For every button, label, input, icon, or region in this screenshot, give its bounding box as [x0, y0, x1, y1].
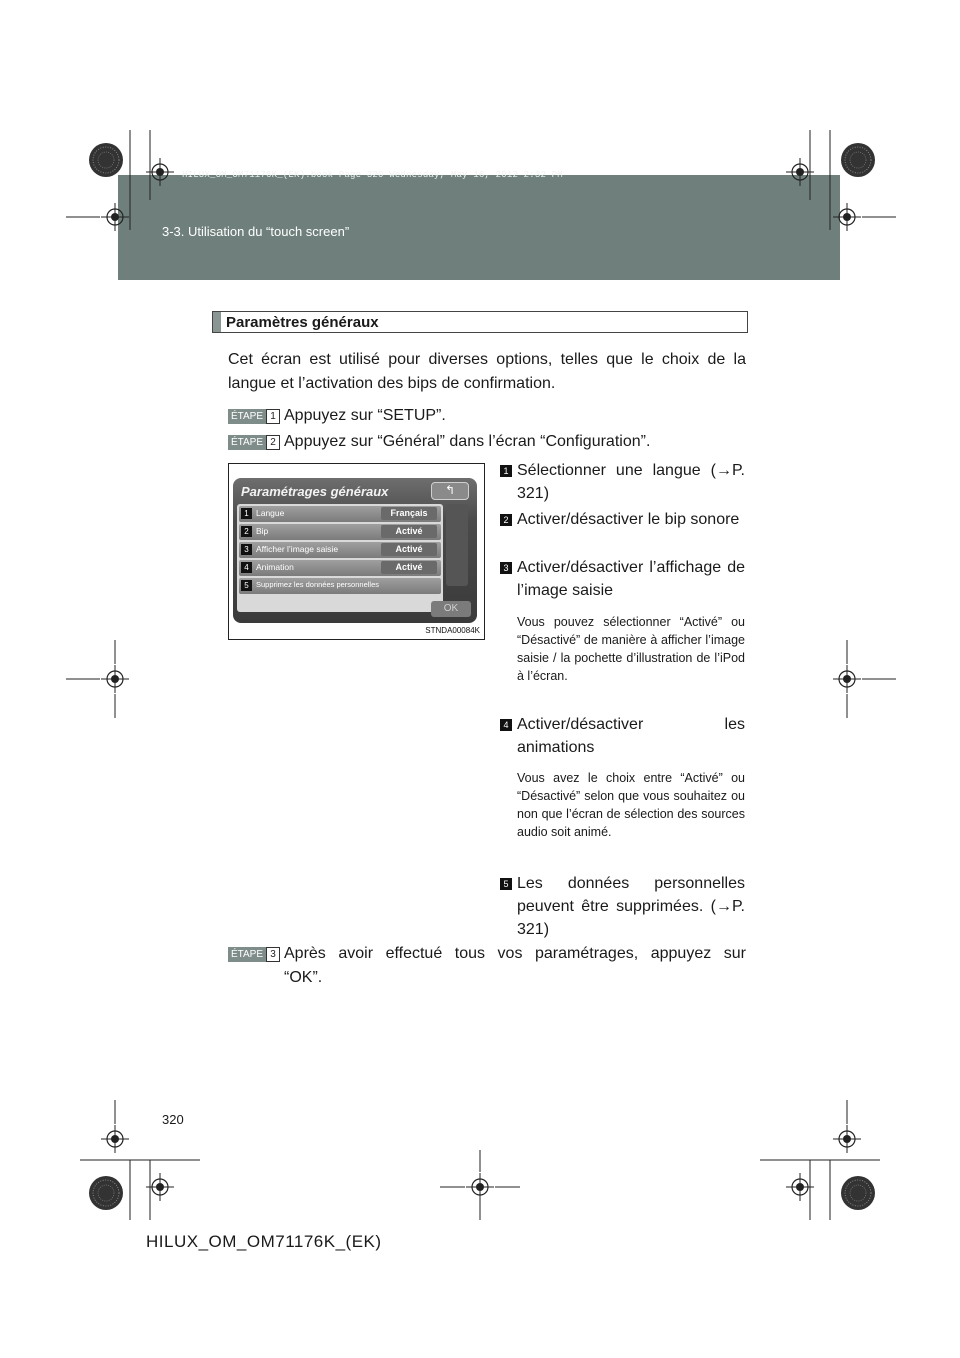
- ok-button[interactable]: OK: [431, 601, 471, 617]
- step-2-text: Appuyez sur “Général” dans l’écran “Configuration”.: [284, 433, 651, 450]
- touch-screen-mock: [233, 478, 477, 623]
- item-3-marker: 3: [500, 562, 512, 574]
- step-2-badge: [228, 435, 280, 450]
- step-badge-number: 3: [266, 947, 280, 962]
- scroll-track[interactable]: [446, 504, 468, 586]
- step-1-text: Appuyez sur “SETUP”.: [284, 407, 446, 424]
- step-badge-word: ÉTAPE: [228, 409, 266, 424]
- item-2-text: Activer/désactiver le bip sonore: [517, 511, 740, 528]
- section-title-text: Paramètres généraux: [226, 314, 379, 331]
- row-value: Français: [381, 507, 437, 520]
- setting-row-animation[interactable]: [239, 560, 441, 576]
- page-number: 320: [162, 1112, 184, 1127]
- section-title: [212, 311, 748, 333]
- intro-paragraph: Cet écran est utilisé pour diverses options, telles que le choix de la langue et l’activation des bips de confirmation.: [228, 351, 746, 392]
- item-3-text: Activer/désactiver l’affichage de l’image saisie: [517, 559, 745, 599]
- file-info: HILUX_OM_OM71176K_(EK).book Page 320 Wednesday, May 16, 2012 2:32 PM: [182, 170, 563, 180]
- row-number: 5: [241, 580, 252, 591]
- setting-row-langue[interactable]: [239, 506, 441, 522]
- row-value: Activé: [381, 561, 437, 574]
- row-label: Afficher l’image saisie: [256, 544, 339, 554]
- screen-title: Paramétrages généraux: [241, 484, 389, 499]
- item-5-text: Les données personnelles peuvent être supprimées. (→P. 321): [517, 875, 745, 938]
- row-value: Activé: [381, 543, 437, 556]
- breadcrumb: 3-3. Utilisation du “touch screen”: [162, 224, 350, 239]
- item-1-marker: 1: [500, 465, 512, 477]
- step-badge-word: ÉTAPE: [228, 947, 266, 962]
- screen-figure: [228, 463, 485, 640]
- setting-row-supprimer-donnees[interactable]: [239, 578, 441, 594]
- section-title-bar: [213, 312, 221, 332]
- row-number: 3: [241, 544, 252, 555]
- item-2-marker: 2: [500, 514, 512, 526]
- document-code: HILUX_OM_OM71176K_(EK): [146, 1232, 382, 1251]
- setting-row-afficher-image[interactable]: [239, 542, 441, 558]
- row-number: 1: [241, 508, 252, 519]
- figure-code: STNDA00084K: [425, 626, 480, 635]
- step-3-text-line2: “OK”.: [284, 969, 323, 986]
- row-value: Activé: [381, 525, 437, 538]
- setting-row-bip[interactable]: [239, 524, 441, 540]
- step-3-badge: [228, 947, 280, 962]
- item-4-text: Activer/désactiver les animations: [517, 716, 745, 756]
- item-4-note: Vous avez le choix entre “Activé” ou “Désactivé” selon que vous souhaitez ou non que l’écran de sélection des sources audio soit animé.: [517, 771, 745, 839]
- step-badge-number: 2: [266, 435, 280, 450]
- row-number: 2: [241, 526, 252, 537]
- item-1-text: Sélectionner une langue (→P. 321): [517, 462, 745, 502]
- item-3-note: Vous pouvez sélectionner “Activé” ou “Désactivé” de manière à afficher l’image saisie / la pochette d’illustration de l’iPod à l’écran.: [517, 615, 745, 683]
- row-label: Animation: [256, 562, 294, 572]
- row-label: Bip: [256, 526, 269, 536]
- step-badge-number: 1: [266, 409, 280, 424]
- step-1-badge: [228, 409, 280, 424]
- step-badge-word: ÉTAPE: [228, 435, 266, 450]
- row-number: 4: [241, 562, 252, 573]
- settings-panel: [237, 504, 443, 612]
- row-label: Supprimez les données personnelles: [256, 580, 379, 589]
- row-label: Langue: [256, 508, 285, 518]
- step-3-text-line1: Après avoir effectué tous vos paramétrages, appuyez sur: [284, 945, 746, 962]
- item-5-marker: 5: [500, 878, 512, 890]
- back-button[interactable]: ↰: [431, 482, 469, 500]
- item-4-marker: 4: [500, 719, 512, 731]
